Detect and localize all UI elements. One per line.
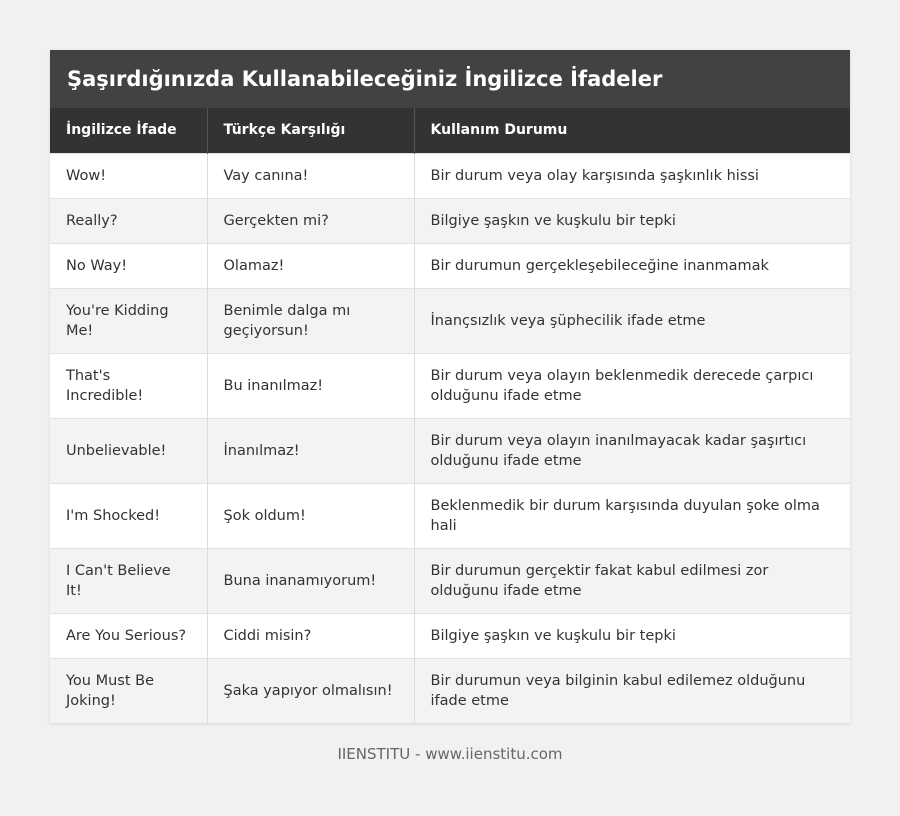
english-phrase-cell: You're Kidding Me! [50, 288, 207, 353]
usage-cell: Bir durum veya olay karşısında şaşkınlık hissi [414, 153, 850, 198]
table-row [50, 353, 850, 418]
header-row [50, 108, 850, 153]
turkish-meaning-cell: Buna inanamıyorum! [207, 548, 414, 613]
english-phrase-cell: Wow! [50, 153, 207, 198]
english-phrase-cell: That's Incredible! [50, 353, 207, 418]
turkish-meaning-cell: Vay canına! [207, 153, 414, 198]
english-phrase-cell: No Way! [50, 243, 207, 288]
english-phrase-cell: You Must Be Joking! [50, 658, 207, 723]
english-phrase-cell: I Can't Believe It! [50, 548, 207, 613]
table-title: Şaşırdığınızda Kullanabileceğiniz İngilizce İfadeler [50, 50, 850, 108]
table-row [50, 198, 850, 243]
phrases-table [50, 108, 850, 723]
turkish-meaning-cell: İnanılmaz! [207, 418, 414, 483]
english-phrase-cell: Are You Serious? [50, 613, 207, 658]
turkish-meaning-cell: Ciddi misin? [207, 613, 414, 658]
turkish-meaning-cell: Olamaz! [207, 243, 414, 288]
usage-cell: Bir durumun gerçektir fakat kabul edilmesi zor olduğunu ifade etme [414, 548, 850, 613]
table-row [50, 658, 850, 723]
table-row [50, 243, 850, 288]
english-phrase-cell: Really? [50, 198, 207, 243]
usage-cell: Bir durum veya olayın beklenmedik derecede çarpıcı olduğunu ifade etme [414, 353, 850, 418]
usage-cell: Bir durumun gerçekleşebileceğine inanmamak [414, 243, 850, 288]
usage-cell: İnançsızlık veya şüphecilik ifade etme [414, 288, 850, 353]
column-header-turkish: Türkçe Karşılığı [207, 108, 414, 153]
table-row [50, 613, 850, 658]
table-row [50, 483, 850, 548]
turkish-meaning-cell: Şok oldum! [207, 483, 414, 548]
usage-cell: Bir durumun veya bilginin kabul edilemez olduğunu ifade etme [414, 658, 850, 723]
turkish-meaning-cell: Benimle dalga mı geçiyorsun! [207, 288, 414, 353]
usage-cell: Beklenmedik bir durum karşısında duyulan şoke olma hali [414, 483, 850, 548]
table-row [50, 418, 850, 483]
column-header-usage: Kullanım Durumu [414, 108, 850, 153]
english-phrase-cell: I'm Shocked! [50, 483, 207, 548]
column-header-english: İngilizce İfade [50, 108, 207, 153]
usage-cell: Bilgiye şaşkın ve kuşkulu bir tepki [414, 613, 850, 658]
usage-cell: Bilgiye şaşkın ve kuşkulu bir tepki [414, 198, 850, 243]
table-row [50, 548, 850, 613]
turkish-meaning-cell: Şaka yapıyor olmalısın! [207, 658, 414, 723]
usage-cell: Bir durum veya olayın inanılmayacak kadar şaşırtıcı olduğunu ifade etme [414, 418, 850, 483]
table-row [50, 153, 850, 198]
table-row [50, 288, 850, 353]
turkish-meaning-cell: Gerçekten mi? [207, 198, 414, 243]
footer-credit: IIENSTITU - www.iienstitu.com [337, 745, 563, 763]
english-phrase-cell: Unbelievable! [50, 418, 207, 483]
turkish-meaning-cell: Bu inanılmaz! [207, 353, 414, 418]
phrases-card [50, 50, 850, 723]
